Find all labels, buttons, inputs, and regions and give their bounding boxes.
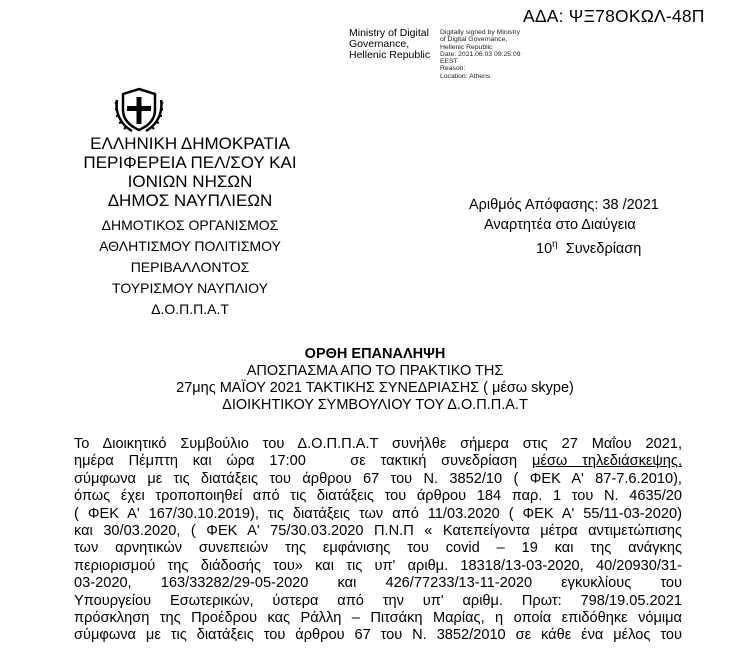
session-label: Συνεδρίαση <box>565 240 642 257</box>
body-line: πρόσκληση της Προέδρου κας Ράλλη – Πιτσάκη Μαρίας, η οποία επιδόθηκε νόμιμα <box>74 610 682 627</box>
signature-line: Location: Athens <box>440 72 491 80</box>
session-sup: η <box>552 239 558 250</box>
body-line: περιορισμού της διάδοσής του» και τις υπ' αριθμ. 18318/13-03-2020, 40/20930/31- <box>74 557 682 574</box>
org-line: ΤΟΥΡΙΣΜΟΥ ΝΑΥΠΛΙΟΥ <box>112 280 268 296</box>
signature-line: EEST <box>440 58 458 66</box>
title-extract: ΑΠΟΣΠΑΣΜΑ ΑΠΟ ΤΟ ΠΡΑΚΤΙΚΟ ΤΗΣ <box>246 363 504 379</box>
session-number <box>536 236 641 258</box>
org-line: Δ.Ο.Π.Π.Α.Τ <box>151 301 229 317</box>
body-line: ( ΦΕΚ Α' 167/30.10.2019), τις διατάξεις των από 11/03.2020 ( ΦΕΚ Α' 55/11-03-2020) <box>74 505 682 522</box>
teleconference-underlined: μέσω τηλεδιάσκεψης, <box>531 453 682 470</box>
org-line: ΠΕΡΙΒΑΛΛΟΝΤΟΣ <box>130 259 250 275</box>
signature-line: of Digital Governance, <box>440 36 508 44</box>
body-line: των αρνητικών συνεπειών της εμφάνισης του covid – 19 και της ανάγκης <box>74 540 682 557</box>
body-line: σύμφωνα με τις διατάξεις του άρθρου 67 του Ν. 3852/10 ( ΦΕΚ Α' 87-7.6.2010), <box>74 470 682 487</box>
header-line: ΙΟΝΙΩΝ ΝΗΣΩΝ <box>127 172 253 191</box>
body-line <box>74 453 682 470</box>
signature-line: Date: 2021.06.03 09:25:09 <box>440 50 521 58</box>
posting-note: Αναρτητέα στο Διαύγεια <box>484 217 636 233</box>
signer-line: Ministry of Digital <box>349 27 429 39</box>
session-num: 10 <box>536 240 553 257</box>
title-correction: ΟΡΘΗ ΕΠΑΝΑΛΗΨΗ <box>304 346 446 362</box>
body-line: Το Διοικητικό Συμβούλιο του Δ.Ο.Π.Π.Α.Τ συνήλθε σήμερα στις 27 Μαΐου 2021, <box>74 436 682 452</box>
digital-signer <box>349 28 430 61</box>
body-line: 03-2020, 163/33282/29-05-2020 και 426/77233/13-11-2020 εγκυκλίους του <box>74 575 682 592</box>
greek-emblem-icon <box>114 86 164 134</box>
digital-signature-details <box>440 29 521 80</box>
title-board: ΔΙΟΙΚΗΤΙΚΟΥ ΣΥΜΒΟΥΛΙΟΥ ΤΟΥ Δ.Ο.Π.Π.Α.Τ <box>222 397 528 413</box>
org-line: ΔΗΜΟΤΙΚΟΣ ΟΡΓΑΝΙΣΜΟΣ <box>101 217 279 233</box>
body-line: Υπουργείου Εσωτερικών, ύστερα από την υπ' αριθμ. Πρωτ: 798/19.05.2021 <box>74 592 682 609</box>
body-line: όπως έχει τροποποιηθεί από τις διατάξεις του άρθρου 184 παρ. 1 του Ν. 4635/20 <box>74 488 682 505</box>
body-paragraph <box>74 436 682 645</box>
signer-line: Hellenic Republic <box>349 49 431 61</box>
body-line-start: ημέρα Πέμπτη και ώρα 17:00 σε τακτική συνεδρίαση <box>74 453 532 470</box>
title-date: 27μης ΜΑΪΟΥ 2021 ΤΑΚΤΙΚΗΣ ΣΥΝΕΔΡΙΑΣΗΣ ( μέσω skype) <box>176 380 574 396</box>
body-line: και 30/03.2020, ( ΦΕΚ Α' 75/30.03.2020 Π.Ν.Π « Κατεπείγοντα μέτρα αντιμετώπισης <box>74 523 682 540</box>
ada-code: ΑΔΑ: ΨΞ78ΟΚΩΛ-48Π <box>523 6 705 26</box>
signature-line: Reason: <box>440 65 466 73</box>
signer-line: Governance, <box>349 38 410 50</box>
decision-number: Αριθμός Απόφασης: 38 /2021 <box>469 197 659 213</box>
header-line: ΕΛΛΗΝΙΚΗ ΔΗΜΟΚΡΑΤΙΑ <box>90 134 290 153</box>
header-line: ΔΗΜΟΣ ΝΑΥΠΛΙΕΩΝ <box>107 191 273 210</box>
signature-line: Digitally signed by Ministry <box>440 29 521 36</box>
org-line: ΑΘΛΗΤΙΣΜΟΥ ΠΟΛΙΤΙΣΜΟΥ <box>99 238 281 254</box>
body-line: σύμφωνα με τις διατάξεις του άρθρου 67 του Ν. 3852/2010 σε κάθε ένα μέλος του <box>74 627 682 644</box>
signature-line: Hellenic Republic <box>440 43 493 51</box>
header-line: ΠΕΡΙΦΕΡΕΙΑ ΠΕΛ/ΣΟΥ ΚΑΙ <box>83 153 297 172</box>
